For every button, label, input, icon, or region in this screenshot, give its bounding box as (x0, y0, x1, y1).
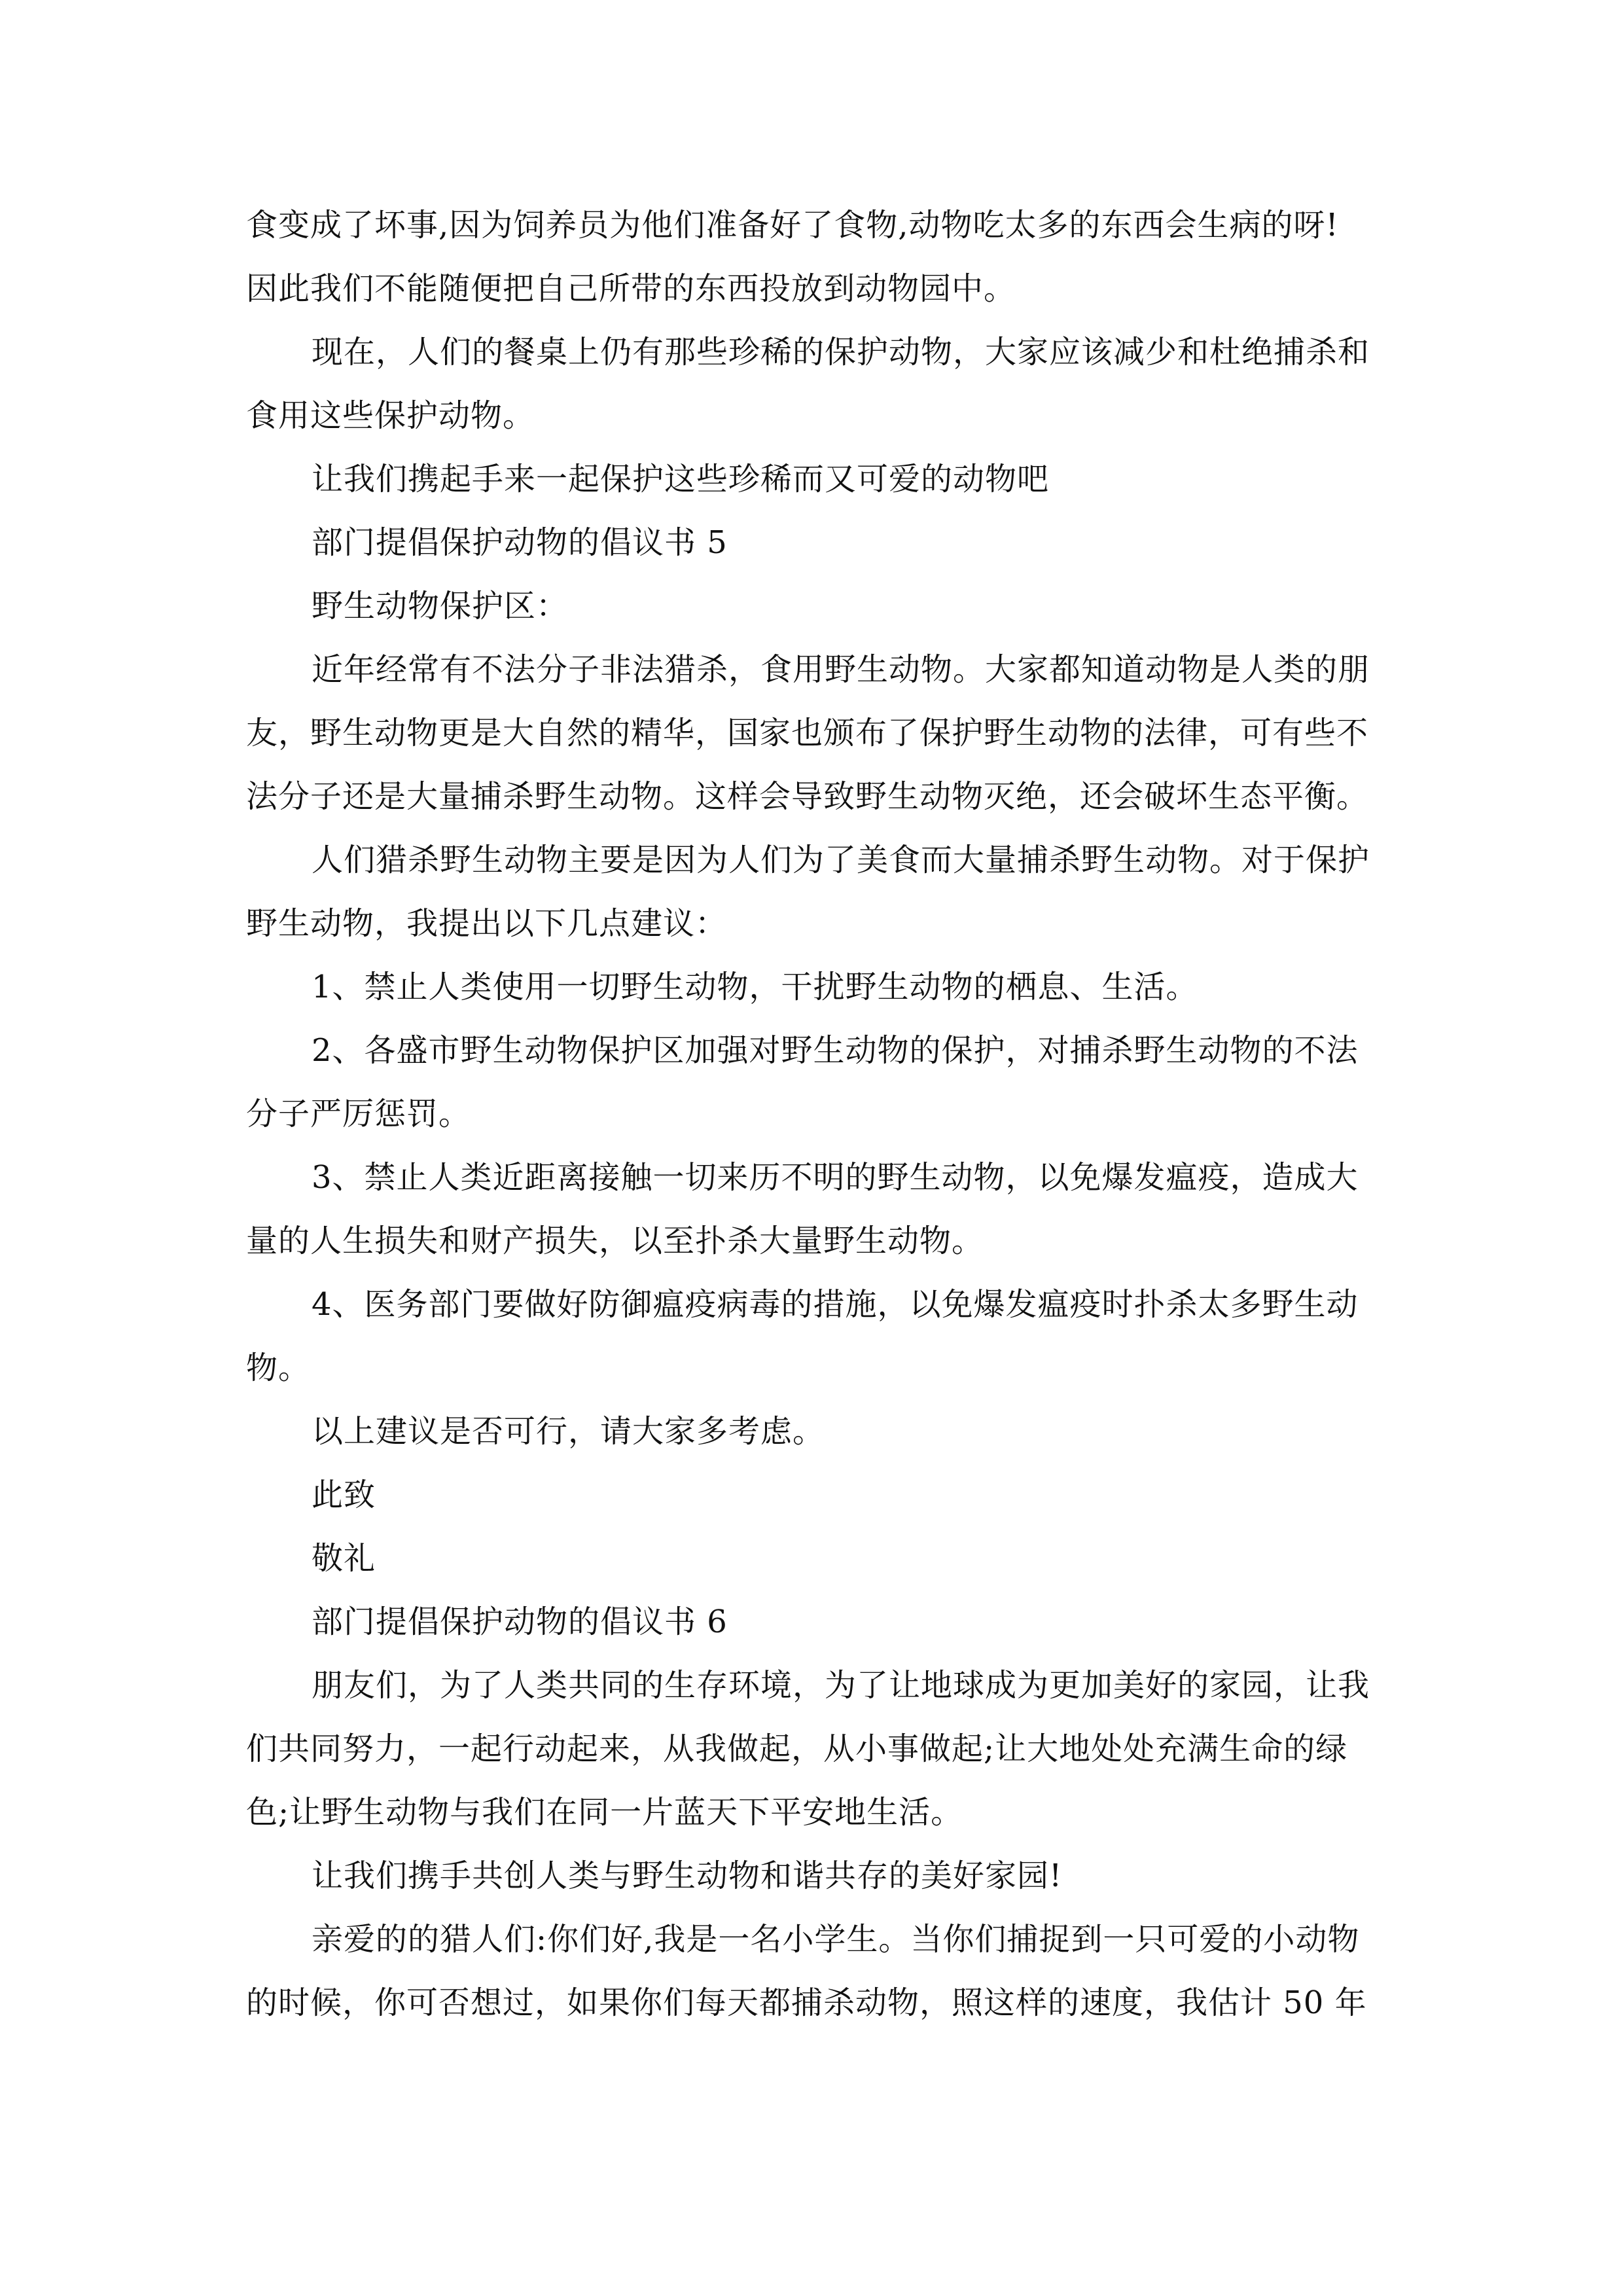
text-line: 物。 (246, 1350, 311, 1386)
text-line: 让我们携手共创人类与野生动物和谐共存的美好家园! (312, 1857, 1063, 1894)
text-line: 量的人生损失和财产损失，以至扑杀大量野生动物。 (246, 1223, 984, 1259)
text-line: 们共同努力，一起行动起来，从我做起，从小事做起;让大地处处充满生命的绿 (246, 1731, 1348, 1767)
closing-line: 此致 (312, 1477, 376, 1513)
text-line: 友，野生动物更是大自然的精华，国家也颁布了保护野生动物的法律，可有些不 (246, 715, 1369, 751)
text-line: 让我们携起手来一起保护这些珍稀而又可爱的动物吧 (312, 461, 1050, 497)
list-item: 1、禁止人类使用一切野生动物，干扰野生动物的栖息、生活。 (312, 969, 1198, 1005)
text-line: 朋友们，为了人类共同的生存环境，为了让地球成为更加美好的家园，让我 (312, 1667, 1370, 1704)
text-line: 食用这些保护动物。 (246, 397, 535, 434)
list-item: 2、各盛市野生动物保护区加强对野生动物的保护，对捕杀野生动物的不法 (312, 1032, 1359, 1069)
text-line: 的时候，你可否想过，如果你们每天都捕杀动物，照这样的速度，我估计 50 年 (246, 1984, 1367, 2021)
text-line: 近年经常有不法分子非法猎杀，食用野生动物。大家都知道动物是人类的朋 (312, 651, 1370, 688)
closing-line: 敬礼 (312, 1540, 376, 1577)
list-item: 3、禁止人类近距离接触一切来历不明的野生动物，以免爆发瘟疫，造成大 (312, 1159, 1359, 1196)
section-heading: 部门提倡保护动物的倡议书 5 (312, 524, 728, 561)
text-line: 食变成了坏事,因为饲养员为他们准备好了食物,动物吃太多的东西会生病的呀! (246, 207, 1339, 243)
text-line: 分子严厉惩罚。 (246, 1096, 471, 1132)
salutation: 野生动物保护区： (312, 588, 569, 624)
text-line: 现在，人们的餐桌上仍有那些珍稀的保护动物，大家应该减少和杜绝捕杀和 (312, 334, 1370, 370)
text-line: 以上建议是否可行，请大家多考虑。 (312, 1413, 825, 1450)
section-heading: 部门提倡保护动物的倡议书 6 (312, 1604, 728, 1640)
text-line: 法分子还是大量捕杀野生动物。这样会导致野生动物灭绝，还会破坏生态平衡。 (246, 778, 1369, 815)
text-line: 因此我们不能随便把自己所带的东西投放到动物园中。 (246, 270, 1016, 307)
text-line: 色;让野生动物与我们在同一片蓝天下平安地生活。 (246, 1794, 963, 1831)
text-line: 亲爱的的猎人们:你们好,我是一名小学生。当你们捕捉到一只可爱的小动物 (312, 1921, 1360, 1958)
text-line: 野生动物，我提出以下几点建议： (246, 905, 728, 942)
document-body (246, 194, 1382, 2035)
list-item: 4、医务部门要做好防御瘟疫病毒的措施，以免爆发瘟疫时扑杀太多野生动 (312, 1286, 1359, 1323)
text-line: 人们猎杀野生动物主要是因为人们为了美食而大量捕杀野生动物。对于保护 (312, 842, 1370, 878)
